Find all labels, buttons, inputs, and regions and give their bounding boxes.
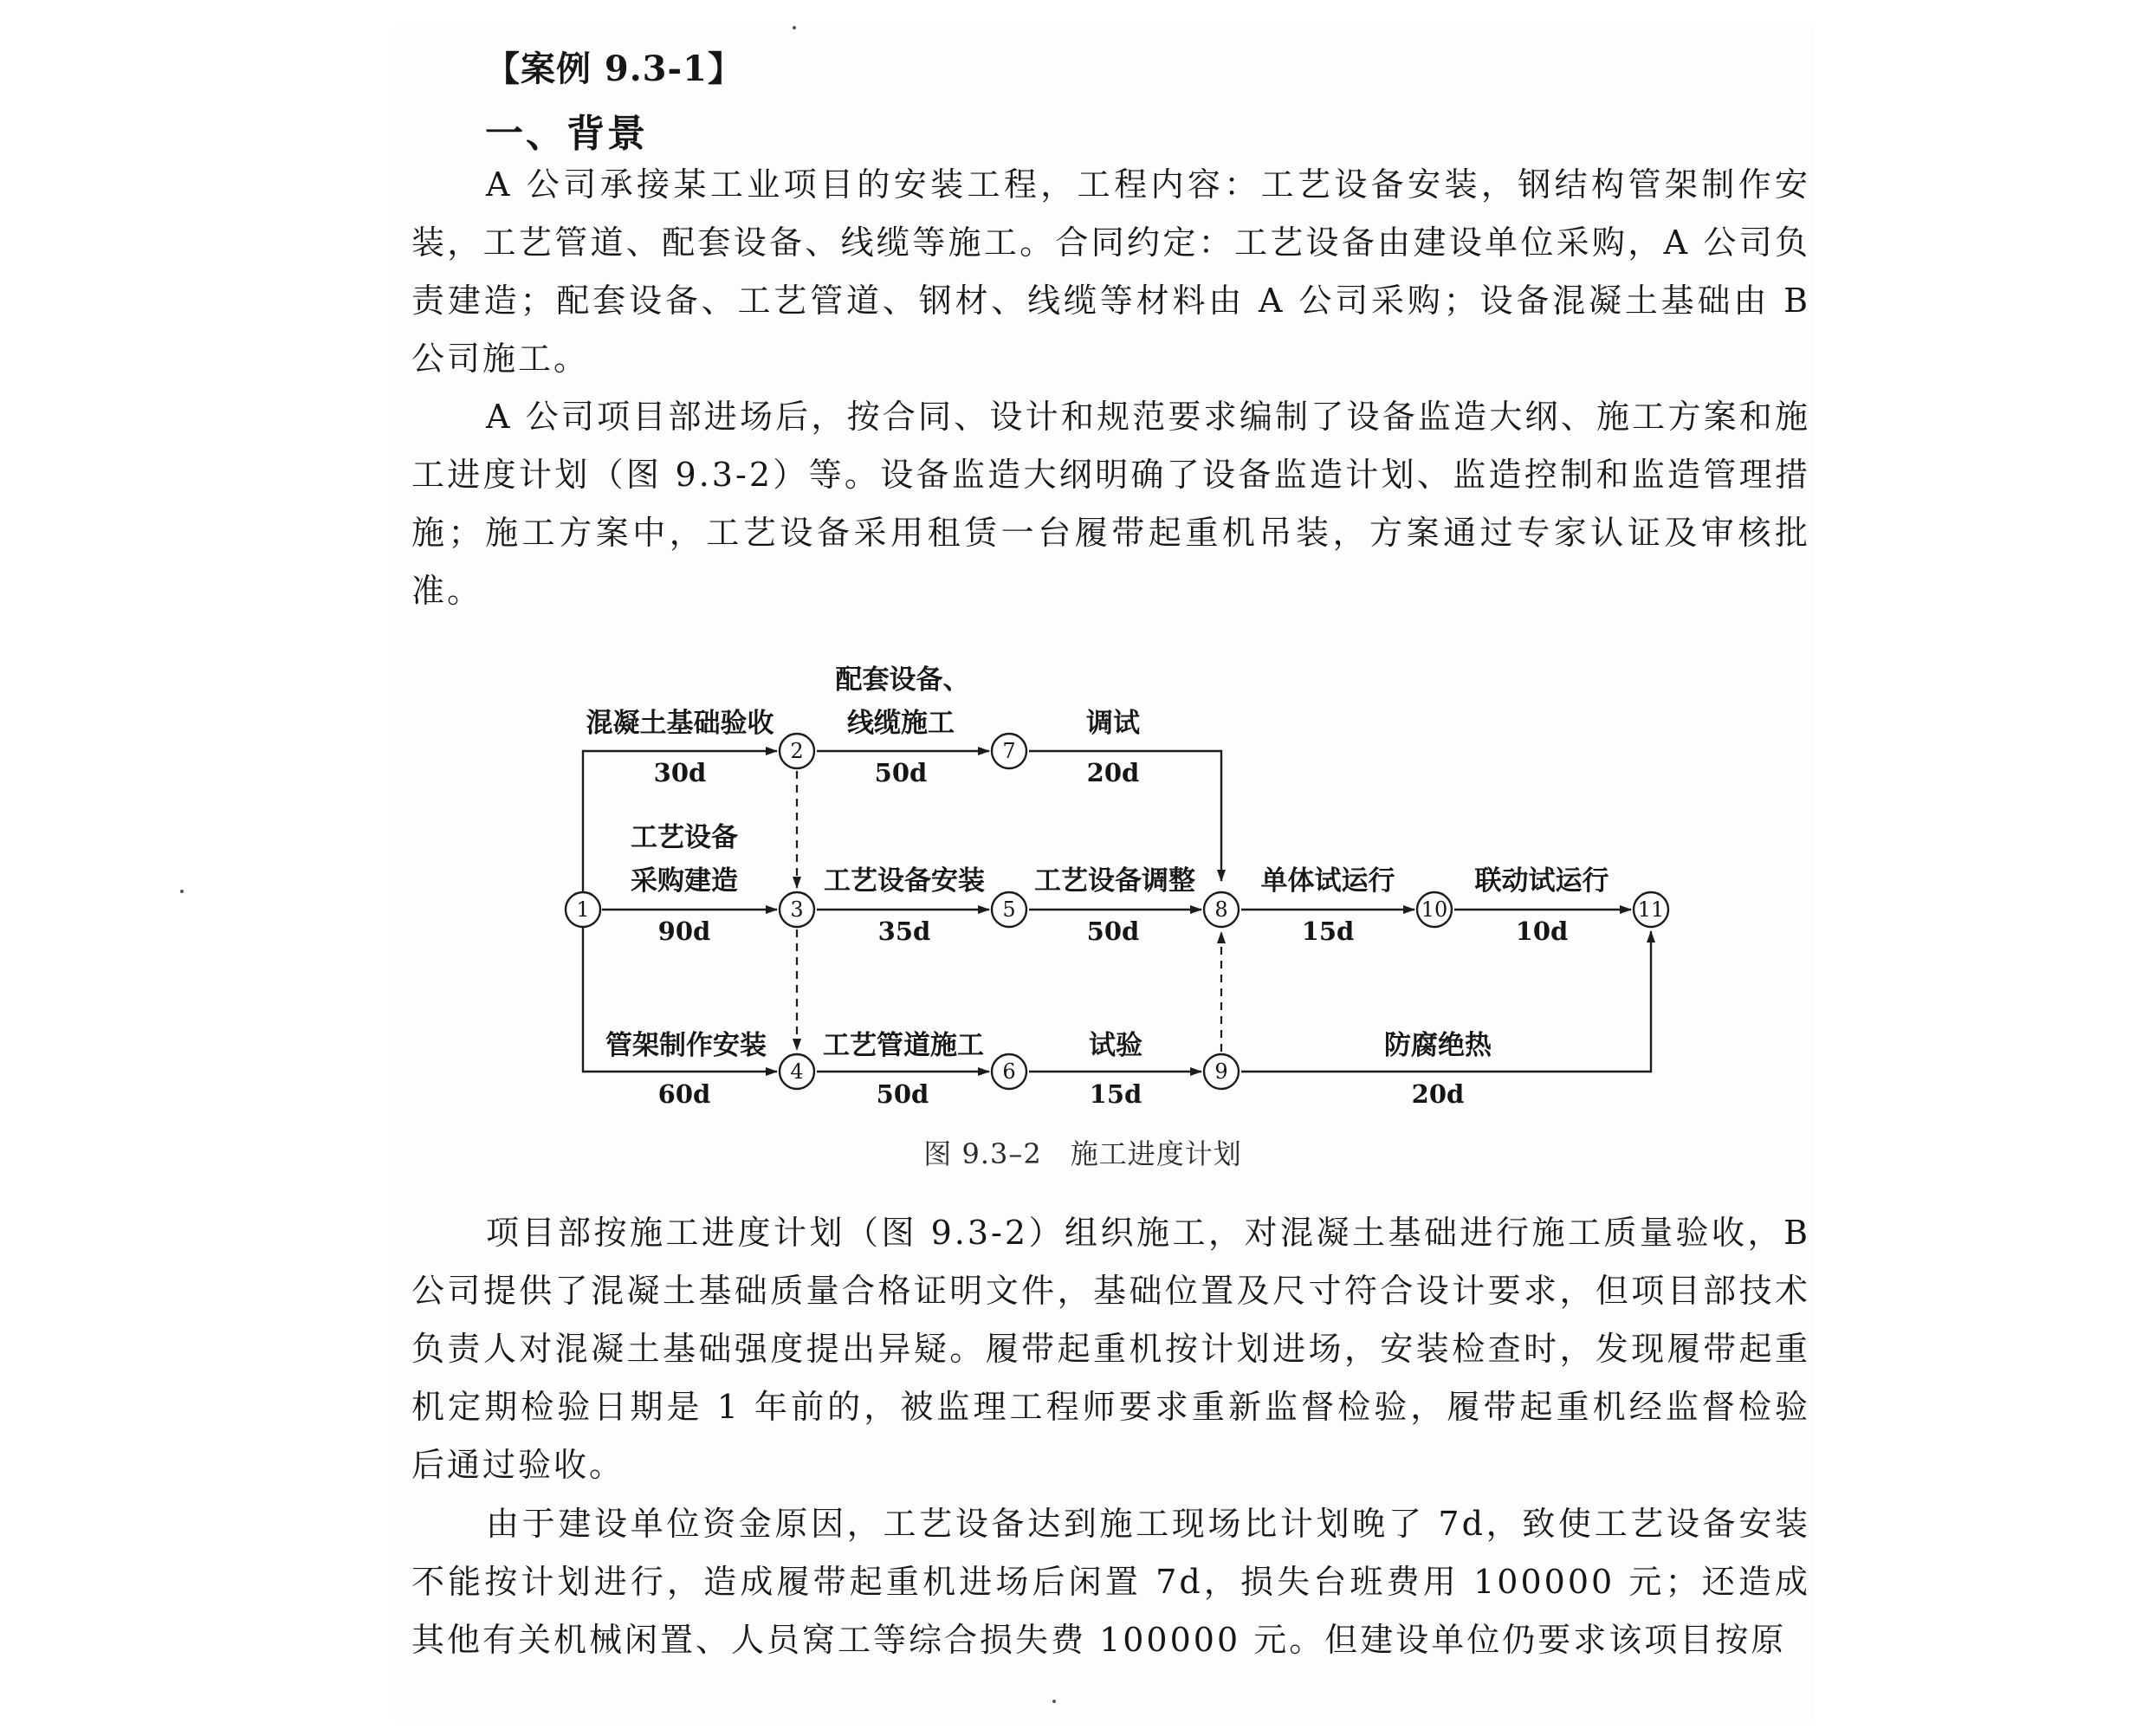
svg-text:3: 3 xyxy=(790,897,804,922)
activity-label-procurement-line2: 采购建造 xyxy=(631,865,738,897)
schedule-network-diagram xyxy=(554,654,1706,1191)
node-2 xyxy=(780,734,814,768)
svg-text:1: 1 xyxy=(576,897,590,922)
node-1 xyxy=(566,892,600,927)
node-3 xyxy=(780,892,814,927)
activity-duration-anticorrosion-insulation: 20d xyxy=(1411,1079,1465,1109)
svg-text:4: 4 xyxy=(790,1059,804,1084)
activity-duration-pipe-rack: 60d xyxy=(657,1079,711,1109)
case-title: 【案例 9.3-1】 xyxy=(485,49,743,89)
activity-duration-supporting-equipment: 50d xyxy=(874,758,928,787)
activity-label-testing: 试验 xyxy=(1089,1030,1142,1061)
activity-label-process-piping: 工艺管道施工 xyxy=(823,1030,984,1061)
svg-text:2: 2 xyxy=(790,739,804,763)
activity-label-single-trial-run: 单体试运行 xyxy=(1260,865,1395,897)
node-8 xyxy=(1204,892,1239,927)
node-10 xyxy=(1417,892,1452,927)
section-heading: 一、背景 xyxy=(485,112,648,156)
svg-text:9: 9 xyxy=(1214,1059,1228,1084)
activity-duration-commissioning: 20d xyxy=(1086,758,1140,787)
svg-text:5: 5 xyxy=(1002,897,1016,922)
svg-text:11: 11 xyxy=(1637,897,1665,922)
activity-label-anticorrosion-insulation: 防腐绝热 xyxy=(1384,1030,1492,1061)
activity-label-equipment-installation: 工艺设备安装 xyxy=(824,865,985,897)
figure-caption: 图 9.3–2 施工进度计划 xyxy=(923,1137,1242,1170)
node-6 xyxy=(992,1054,1026,1089)
node-9 xyxy=(1204,1054,1239,1089)
paragraph-delay: 由于建设单位资金原因，工艺设备达到施工现场比计划晚了 7d，致使工艺设备安装不能按计划进行，造成履带起重机进场后闲置 7d，损失台班费用 100000 元；还造成其他有关机械闲置、人员窝工等综合损失费 100000 元。但建设单位仍要求该项目按原 xyxy=(411,1505,1810,1659)
node-4 xyxy=(780,1054,814,1089)
svg-text:10: 10 xyxy=(1421,897,1448,922)
node-5 xyxy=(992,892,1026,927)
scan-speck xyxy=(1052,1700,1056,1703)
paragraph-background: A 公司承接某工业项目的安装工程，工程内容：工艺设备安装，钢结构管架制作安装，工艺管道、配套设备、线缆等施工。合同约定：工艺设备由建设单位采购，A 公司负责建造；配套设备、工艺管道、钢材、线缆等材料由 A 公司采购；设备混凝土基础由 B 公司施工。 xyxy=(411,165,1810,378)
activity-label-supporting-equipment-line1: 配套设备、 xyxy=(835,664,970,696)
scan-speck xyxy=(793,26,796,29)
activity-label-equipment-adjustment: 工艺设备调整 xyxy=(1034,865,1195,897)
activity-label-commissioning: 调试 xyxy=(1086,708,1140,739)
activity-duration-joint-trial-run: 10d xyxy=(1515,917,1569,946)
svg-text:7: 7 xyxy=(1002,739,1016,763)
activity-label-procurement-line1: 工艺设备 xyxy=(631,822,738,853)
activity-duration-single-trial-run: 15d xyxy=(1301,917,1355,946)
activity-label-joint-trial-run: 联动试运行 xyxy=(1474,865,1609,897)
activity-label-concrete-acceptance: 混凝土基础验收 xyxy=(586,708,774,739)
node-11 xyxy=(1634,892,1668,927)
activity-duration-concrete-acceptance: 30d xyxy=(653,758,707,787)
activity-duration-testing: 15d xyxy=(1089,1079,1142,1109)
svg-text:8: 8 xyxy=(1214,897,1228,922)
svg-text:6: 6 xyxy=(1002,1059,1016,1084)
scan-speck xyxy=(180,890,184,893)
activity-duration-process-piping: 50d xyxy=(876,1079,929,1109)
node-7 xyxy=(992,734,1026,768)
activity-label-pipe-rack: 管架制作安装 xyxy=(605,1030,767,1061)
paragraph-construction: 项目部按施工进度计划（图 9.3-2）组织施工，对混凝土基础进行施工质量验收，B 公司提供了混凝土基础质量合格证明文件，基础位置及尺寸符合设计要求，但项目部技术负责人对混凝土基础强度提出异疑。履带起重机按计划进场，安装检查时，发现履带起重机定期检验日期是 1 年前的，被监理工程师要求重新监督检验，履带起重机经监督检验后通过验收。 xyxy=(411,1214,1810,1484)
activity-duration-equipment-adjustment: 50d xyxy=(1086,917,1140,946)
activity-duration-equipment-installation: 35d xyxy=(877,917,931,946)
paragraph-plans: A 公司项目部进场后，按合同、设计和规范要求编制了设备监造大纲、施工方案和施工进度计划（图 9.3-2）等。设备监造大纲明确了设备监造计划、监造控制和监造管理措施；施工方案中，工艺设备采用租赁一台履带起重机吊装，方案通过专家认证及审核批准。 xyxy=(411,398,1810,610)
activity-label-supporting-equipment-line2: 线缆施工 xyxy=(847,708,955,739)
activity-duration-procurement: 90d xyxy=(657,917,711,946)
